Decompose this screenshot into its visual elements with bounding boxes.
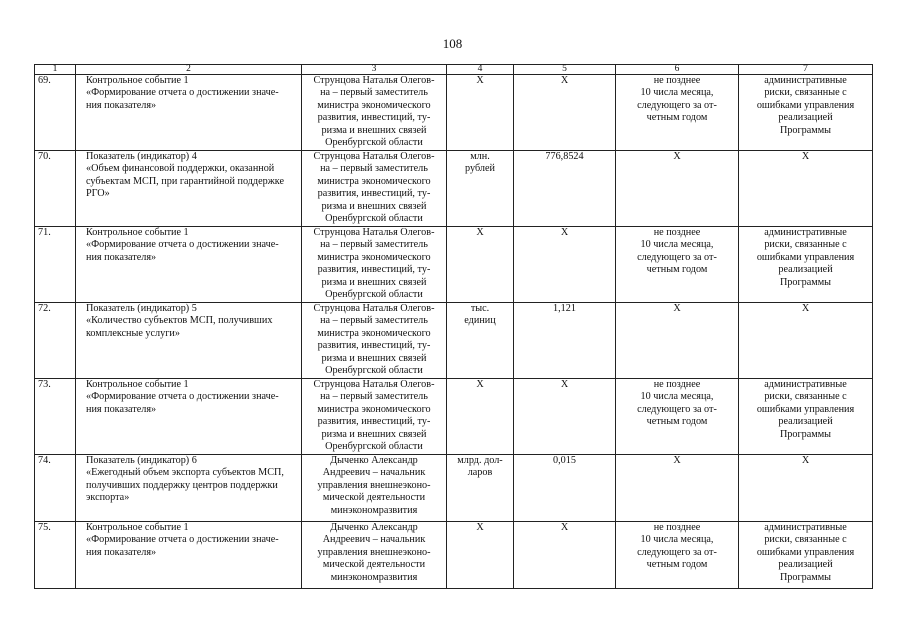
row-number-cell: 72. [35, 303, 76, 379]
responsible-person-cell: Дыченко Александр Андреевич – начальник управления внешнеэконо- мической деятельности минэкономразвития [302, 522, 447, 589]
row-number-cell: 74. [35, 455, 76, 522]
responsible-person-cell: Струнцова Наталья Олегов- на – первый заместитель министра экономического развития, инвестиций, ту- ризма и внешних связей Оренбургской области [302, 151, 447, 227]
item-name-cell: Контрольное событие 1 «Формирование отчета о достижении значе- ния показателя» [76, 227, 302, 303]
row-number-cell: 75. [35, 522, 76, 589]
table-row [35, 522, 873, 589]
page-number: 108 [442, 36, 463, 51]
responsible-person-cell: Струнцова Наталья Олегов- на – первый заместитель министра экономического развития, инвестиций, ту- ризма и внешних связей Оренбургской области [302, 303, 447, 379]
row-number-cell: 71. [35, 227, 76, 303]
column-header-7: 7 [739, 65, 873, 75]
risk-description-cell: административные риски, связанные с ошибками управления реализацией Программы [739, 227, 873, 303]
unit-of-measure-cell: X [447, 227, 514, 303]
item-name-cell: Контрольное событие 1 «Формирование отчета о достижении значе- ния показателя» [76, 522, 302, 589]
column-header-2: 2 [76, 65, 302, 75]
item-name-cell: Показатель (индикатор) 5 «Количество субъектов МСП, получивших комплексные услуги» [76, 303, 302, 379]
unit-of-measure-cell: X [447, 75, 514, 151]
item-name-cell: Контрольное событие 1 «Формирование отчета о достижении значе- ния показателя» [76, 379, 302, 455]
indicator-value-cell: 1,121 [514, 303, 616, 379]
deadline-cell: не позднее 10 числа месяца, следующего за от- четным годом [616, 522, 739, 589]
responsible-person-cell: Струнцова Наталья Олегов- на – первый заместитель министра экономического развития, инвестиций, ту- ризма и внешних связей Оренбургской области [302, 379, 447, 455]
table-row [35, 303, 873, 379]
risk-description-cell: X [739, 455, 873, 522]
table-body [35, 75, 873, 589]
item-name-cell: Показатель (индикатор) 4 «Объем финансовой поддержки, оказанной субъектам МСП, при гарантийной поддержке РГО» [76, 151, 302, 227]
indicator-value-cell: X [514, 522, 616, 589]
table-row [35, 455, 873, 522]
responsible-person-cell: Дыченко Александр Андреевич – начальник управления внешнеэконо- мической деятельности минэкономразвития [302, 455, 447, 522]
risk-description-cell: административные риски, связанные с ошибками управления реализацией Программы [739, 75, 873, 151]
unit-of-measure-cell: X [447, 522, 514, 589]
table-row [35, 151, 873, 227]
column-header-6: 6 [616, 65, 739, 75]
responsible-person-cell: Струнцова Наталья Олегов- на – первый заместитель министра экономического развития, инвестиций, ту- ризма и внешних связей Оренбургской области [302, 75, 447, 151]
unit-of-measure-cell: млрд. дол- ларов [447, 455, 514, 522]
responsible-person-cell: Струнцова Наталья Олегов- на – первый заместитель министра экономического развития, инвестиций, ту- ризма и внешних связей Оренбургской области [302, 227, 447, 303]
indicator-value-cell: 0,015 [514, 455, 616, 522]
unit-of-measure-cell: X [447, 379, 514, 455]
row-number-cell: 73. [35, 379, 76, 455]
deadline-cell: не позднее 10 числа месяца, следующего за от- четным годом [616, 379, 739, 455]
row-number-cell: 70. [35, 151, 76, 227]
indicator-value-cell: X [514, 75, 616, 151]
column-header-3: 3 [302, 65, 447, 75]
program-table [34, 64, 873, 589]
deadline-cell: не позднее 10 числа месяца, следующего за от- четным годом [616, 227, 739, 303]
deadline-cell: X [616, 151, 739, 227]
unit-of-measure-cell: млн. рублей [447, 151, 514, 227]
indicator-value-cell: X [514, 379, 616, 455]
indicator-value-cell: X [514, 227, 616, 303]
item-name-cell: Показатель (индикатор) 6 «Ежегодный объем экспорта субъектов МСП, получивших поддержку центров поддержки экспорта» [76, 455, 302, 522]
deadline-cell: X [616, 303, 739, 379]
unit-of-measure-cell: тыс. единиц [447, 303, 514, 379]
indicator-value-cell: 776,8524 [514, 151, 616, 227]
risk-description-cell: административные риски, связанные с ошибками управления реализацией Программы [739, 522, 873, 589]
table-row [35, 379, 873, 455]
row-number-cell: 69. [35, 75, 76, 151]
table-row [35, 227, 873, 303]
risk-description-cell: административные риски, связанные с ошибками управления реализацией Программы [739, 379, 873, 455]
risk-description-cell: X [739, 151, 873, 227]
deadline-cell: X [616, 455, 739, 522]
table-row [35, 75, 873, 151]
column-header-4: 4 [447, 65, 514, 75]
table-header [35, 65, 873, 75]
column-header-5: 5 [514, 65, 616, 75]
column-header-1: 1 [35, 65, 76, 75]
item-name-cell: Контрольное событие 1 «Формирование отчета о достижении значе- ния показателя» [76, 75, 302, 151]
deadline-cell: не позднее 10 числа месяца, следующего за от- четным годом [616, 75, 739, 151]
risk-description-cell: X [739, 303, 873, 379]
